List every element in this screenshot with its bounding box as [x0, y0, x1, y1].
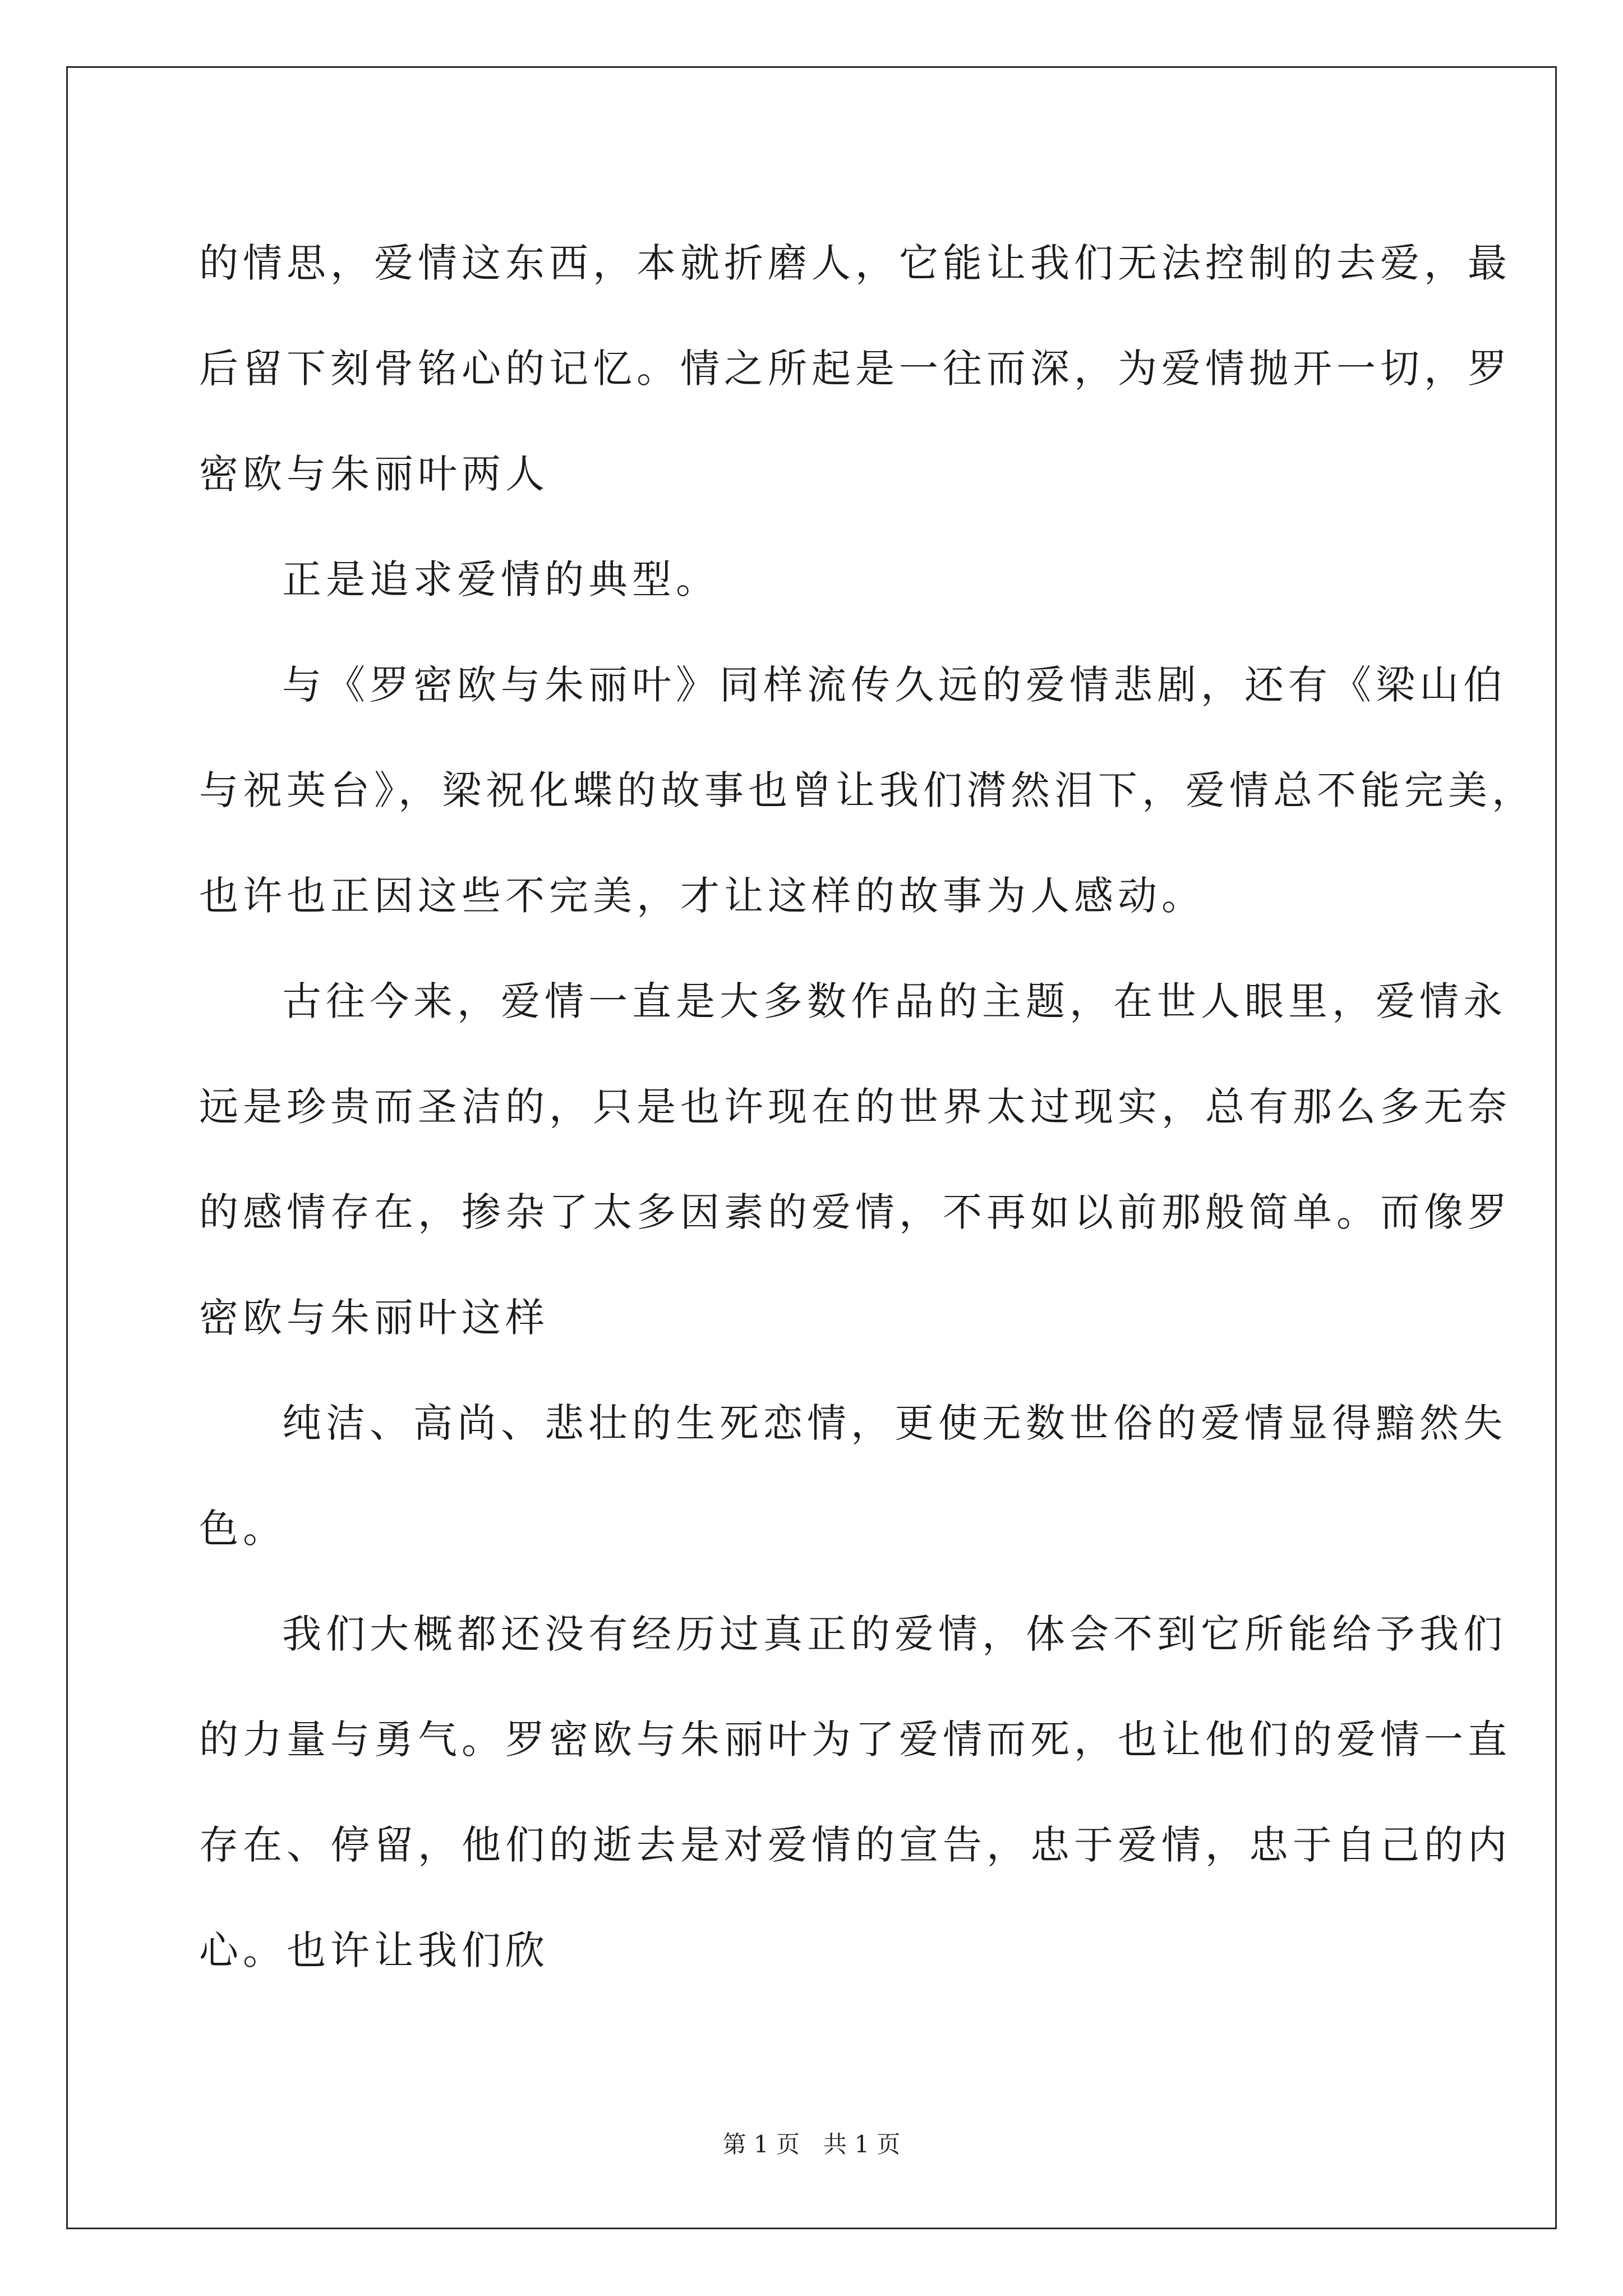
text-line: 的感情存在，掺杂了太多因素的爱情，不再如以前那般简单。而像罗: [199, 1189, 1511, 1235]
text-line: 密欧与朱丽叶两人: [199, 451, 549, 497]
text-line: 色。: [199, 1506, 287, 1552]
text-line: 与祝英台》，梁祝化蝶的故事也曾让我们潸然泪下，爱情总不能完美，: [199, 767, 1536, 813]
text-line: 的力量与勇气。罗密欧与朱丽叶为了爱情而死，也让他们的爱情一直: [199, 1717, 1511, 1763]
text-line: 也许也正因这些不完美，才让这样的故事为人感动。: [199, 873, 1205, 919]
document-body: [199, 210, 1536, 2003]
text-line: 我们大概都还没有经历过真正的爱情，体会不到它所能给予我们: [282, 1611, 1507, 1657]
text-line: 正是追求爱情的典型。: [282, 556, 720, 602]
text-line: 与《罗密欧与朱丽叶》同样流传久远的爱情悲剧，还有《梁山伯: [282, 662, 1507, 708]
page-number-footer: 第 1 页 共 1 页: [722, 2131, 901, 2158]
text-line: 纯洁、高尚、悲壮的生死恋情，更使无数世俗的爱情显得黯然失: [282, 1400, 1507, 1446]
text-line: 的情思，爱情这东西，本就折磨人，它能让我们无法控制的去爱，最: [199, 240, 1511, 286]
text-line: 远是珍贵而圣洁的，只是也许现在的世界太过现实，总有那么多无奈: [199, 1084, 1511, 1130]
text-line: 密欧与朱丽叶这样: [199, 1295, 549, 1341]
text-line: 后留下刻骨铭心的记忆。情之所起是一往而深，为爱情抛开一切，罗: [199, 346, 1511, 392]
text-line: 存在、停留，他们的逝去是对爱情的宣告，忠于爱情，忠于自己的内: [199, 1822, 1511, 1868]
text-line: 古往今来，爱情一直是大多数作品的主题，在世人眼里，爱情永: [282, 978, 1507, 1024]
text-line: 心。也许让我们欣: [199, 1927, 549, 1973]
